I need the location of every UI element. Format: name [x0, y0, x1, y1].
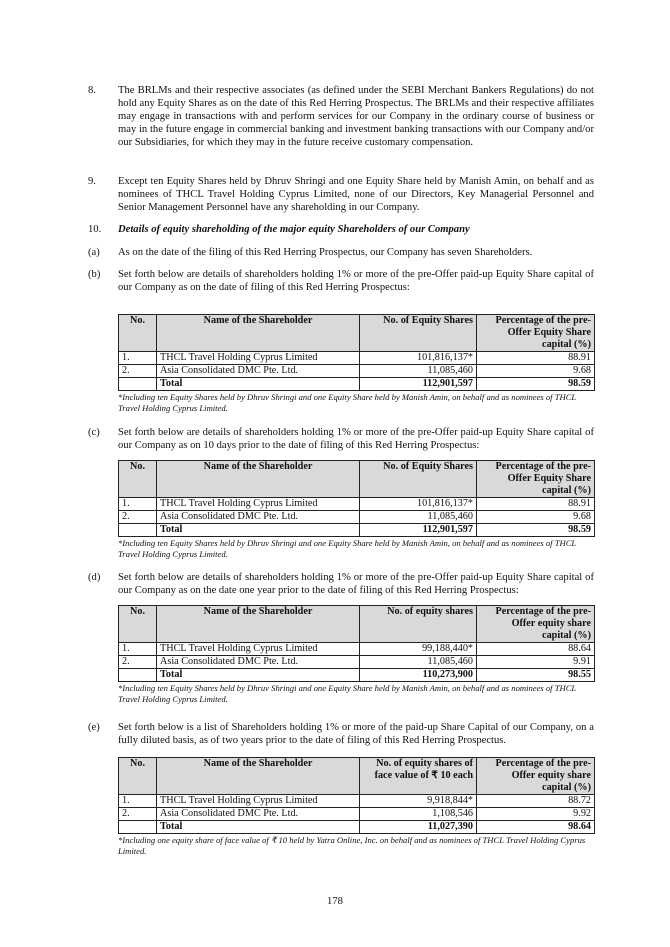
total-row: [119, 378, 595, 391]
table-cell: Total: [157, 821, 360, 834]
table-cell: 1,108,546: [360, 808, 477, 821]
column-header: Percentage of the pre-Offer Equity Share capital (%): [477, 461, 595, 498]
table: [118, 460, 595, 537]
table-cell: 1.: [119, 795, 157, 808]
table-cell: 88.64: [477, 643, 595, 656]
column-header: No.: [119, 606, 157, 643]
table-row: [119, 498, 595, 511]
header-row: [119, 315, 595, 352]
total-row: [119, 669, 595, 682]
page-number: 178: [327, 896, 343, 907]
table-row: [119, 511, 595, 524]
header-row: [119, 606, 595, 643]
table-cell: 2.: [119, 511, 157, 524]
para-text: Set forth below is a list of Shareholders holding 1% or more of the paid-up Share Capital of our Company, on a fully diluted basis, as of two years prior to the date of filing of this Red Herring Prospectus.: [118, 722, 594, 746]
column-header: No. of equity shares of face value of ₹ 10 each: [360, 758, 477, 795]
table-cell: 98.59: [477, 524, 595, 537]
table-cell: 1.: [119, 352, 157, 365]
column-header: No.: [119, 461, 157, 498]
column-header: Name of the Shareholder: [157, 461, 360, 498]
table-cell: 98.64: [477, 821, 595, 834]
table-cell: Asia Consolidated DMC Pte. Ltd.: [157, 511, 360, 524]
paragraph-b: [88, 268, 594, 294]
table: [118, 605, 595, 682]
table-cell: 11,027,390: [360, 821, 477, 834]
table-cell: 2.: [119, 656, 157, 669]
column-header: Name of the Shareholder: [157, 606, 360, 643]
table-cell: Asia Consolidated DMC Pte. Ltd.: [157, 656, 360, 669]
shareholding-table-b: [118, 314, 595, 414]
paragraph-e: [88, 721, 594, 747]
paragraph-a: [88, 246, 594, 259]
para-text: Set forth below are details of shareholders holding 1% or more of the pre-Offer paid-up Equity Share capital of our Company as on the date of filing of this Red Herring Prospectus:: [118, 269, 594, 293]
column-header: Percentage of the pre-Offer equity share capital (%): [477, 758, 595, 795]
table-cell: 1.: [119, 498, 157, 511]
table-cell: 110,273,900: [360, 669, 477, 682]
shareholding-table-e: [118, 757, 595, 857]
table-cell: Total: [157, 669, 360, 682]
header-row: [119, 758, 595, 795]
table: [118, 757, 595, 834]
column-header: No. of Equity Shares: [360, 461, 477, 498]
table-row: [119, 643, 595, 656]
table-cell: THCL Travel Holding Cyprus Limited: [157, 795, 360, 808]
para-text: Except ten Equity Shares held by Dhruv Shringi and one Equity Share held by Manish Amin, on behalf and as nominees of THCL Travel Holding Cyprus Limited, none of our Directors, Key Managerial Personnel and Senior Management Personnel have any shareholding in our Company.: [118, 176, 594, 213]
total-row: [119, 821, 595, 834]
column-header: Name of the Shareholder: [157, 315, 360, 352]
table-cell: 9.68: [477, 365, 595, 378]
para-number: (c): [88, 427, 100, 438]
table-cell: 11,085,460: [360, 656, 477, 669]
table-footnote: *Including ten Equity Shares held by Dhruv Shringi and one Equity Share held by Manish Amin, on behalf and as nominees of THCL Travel Holding Cyprus Limited.: [118, 683, 577, 704]
table-cell: 9,918,844*: [360, 795, 477, 808]
table-cell: 88.91: [477, 352, 595, 365]
table-cell: 9.92: [477, 808, 595, 821]
table-cell: [119, 378, 157, 391]
total-row: [119, 524, 595, 537]
paragraph-9: [88, 175, 594, 214]
para-number: 10.: [88, 224, 102, 235]
shareholding-table-c: [118, 460, 595, 560]
table-cell: 101,816,137*: [360, 498, 477, 511]
table-cell: THCL Travel Holding Cyprus Limited: [157, 352, 360, 365]
table-cell: 88.91: [477, 498, 595, 511]
table-cell: 98.55: [477, 669, 595, 682]
column-header: Percentage of the pre-Offer equity share capital (%): [477, 606, 595, 643]
table-cell: 2.: [119, 365, 157, 378]
table-cell: 101,816,137*: [360, 352, 477, 365]
para-text: Set forth below are details of shareholders holding 1% or more of the pre-Offer paid-up Equity Share capital of our Company as on 10 days prior to the date of filing of this Red Herring Prospectus:: [118, 427, 594, 451]
table: [118, 314, 595, 391]
section-heading: Details of equity shareholding of the major equity Shareholders of our Company: [118, 224, 470, 235]
table-cell: 9.91: [477, 656, 595, 669]
table-row: [119, 795, 595, 808]
table-row: [119, 808, 595, 821]
column-header: Percentage of the pre-Offer Equity Share capital (%): [477, 315, 595, 352]
table-footnote: *Including one equity share of face value of ₹ 10 held by Yatra Online, Inc. on behalf and as nominees of THCL Travel Holding Cyprus Limited.: [118, 835, 586, 856]
para-number: 8.: [88, 85, 96, 96]
table-cell: 98.59: [477, 378, 595, 391]
column-header: Name of the Shareholder: [157, 758, 360, 795]
para-number: 9.: [88, 176, 96, 187]
column-header: No. of equity shares: [360, 606, 477, 643]
table-cell: 2.: [119, 808, 157, 821]
table-cell: 1.: [119, 643, 157, 656]
shareholding-table-d: [118, 605, 595, 705]
table-row: [119, 352, 595, 365]
table-cell: Asia Consolidated DMC Pte. Ltd.: [157, 365, 360, 378]
paragraph-8: [88, 84, 594, 149]
para-text: As on the date of the filing of this Red Herring Prospectus, our Company has seven Shareholders.: [118, 247, 533, 258]
table-cell: 112,901,597: [360, 378, 477, 391]
table-cell: Asia Consolidated DMC Pte. Ltd.: [157, 808, 360, 821]
table-cell: 11,085,460: [360, 365, 477, 378]
table-cell: Total: [157, 378, 360, 391]
table-cell: 11,085,460: [360, 511, 477, 524]
table-cell: 88.72: [477, 795, 595, 808]
table-cell: [119, 524, 157, 537]
paragraph-10: [88, 223, 594, 236]
paragraph-d: [88, 571, 594, 597]
table-footnote: *Including ten Equity Shares held by Dhruv Shringi and one Equity Share held by Manish Amin, on behalf and as nominees of THCL Travel Holding Cyprus Limited.: [118, 392, 577, 413]
column-header: No.: [119, 315, 157, 352]
table-cell: 99,188,440*: [360, 643, 477, 656]
table-footnote: *Including ten Equity Shares held by Dhruv Shringi and one Equity Share held by Manish Amin, on behalf and as nominees of THCL Travel Holding Cyprus Limited.: [118, 538, 577, 559]
table-row: [119, 365, 595, 378]
para-text: The BRLMs and their respective associates (as defined under the SEBI Merchant Bankers Regulations) do not hold any Equity Shares as on the date of this Red Herring Prospectus. The BRLMs and their respective affiliates may engage in transactions with and perform services for our Company in the ordinary course of business or may in the future engage in commercial banking and investment banking transactions with our Company and/or our Subsidiaries, for which they may in the future receive customary compensation.: [118, 85, 594, 148]
table-cell: 112,901,597: [360, 524, 477, 537]
table-row: [119, 656, 595, 669]
table-cell: [119, 669, 157, 682]
para-number: (e): [88, 722, 100, 733]
table-cell: 9.68: [477, 511, 595, 524]
table-cell: Total: [157, 524, 360, 537]
table-cell: THCL Travel Holding Cyprus Limited: [157, 643, 360, 656]
table-cell: [119, 821, 157, 834]
column-header: No. of Equity Shares: [360, 315, 477, 352]
para-number: (b): [88, 269, 101, 280]
paragraph-c: [88, 426, 594, 452]
para-text: Set forth below are details of shareholders holding 1% or more of the pre-Offer paid-up Equity Share capital of our Company as on the date one year prior to the date of filing of this Red Herring Prospectus:: [118, 572, 594, 596]
table-cell: THCL Travel Holding Cyprus Limited: [157, 498, 360, 511]
column-header: No.: [119, 758, 157, 795]
para-number: (a): [88, 247, 100, 258]
para-number: (d): [88, 572, 101, 583]
header-row: [119, 461, 595, 498]
